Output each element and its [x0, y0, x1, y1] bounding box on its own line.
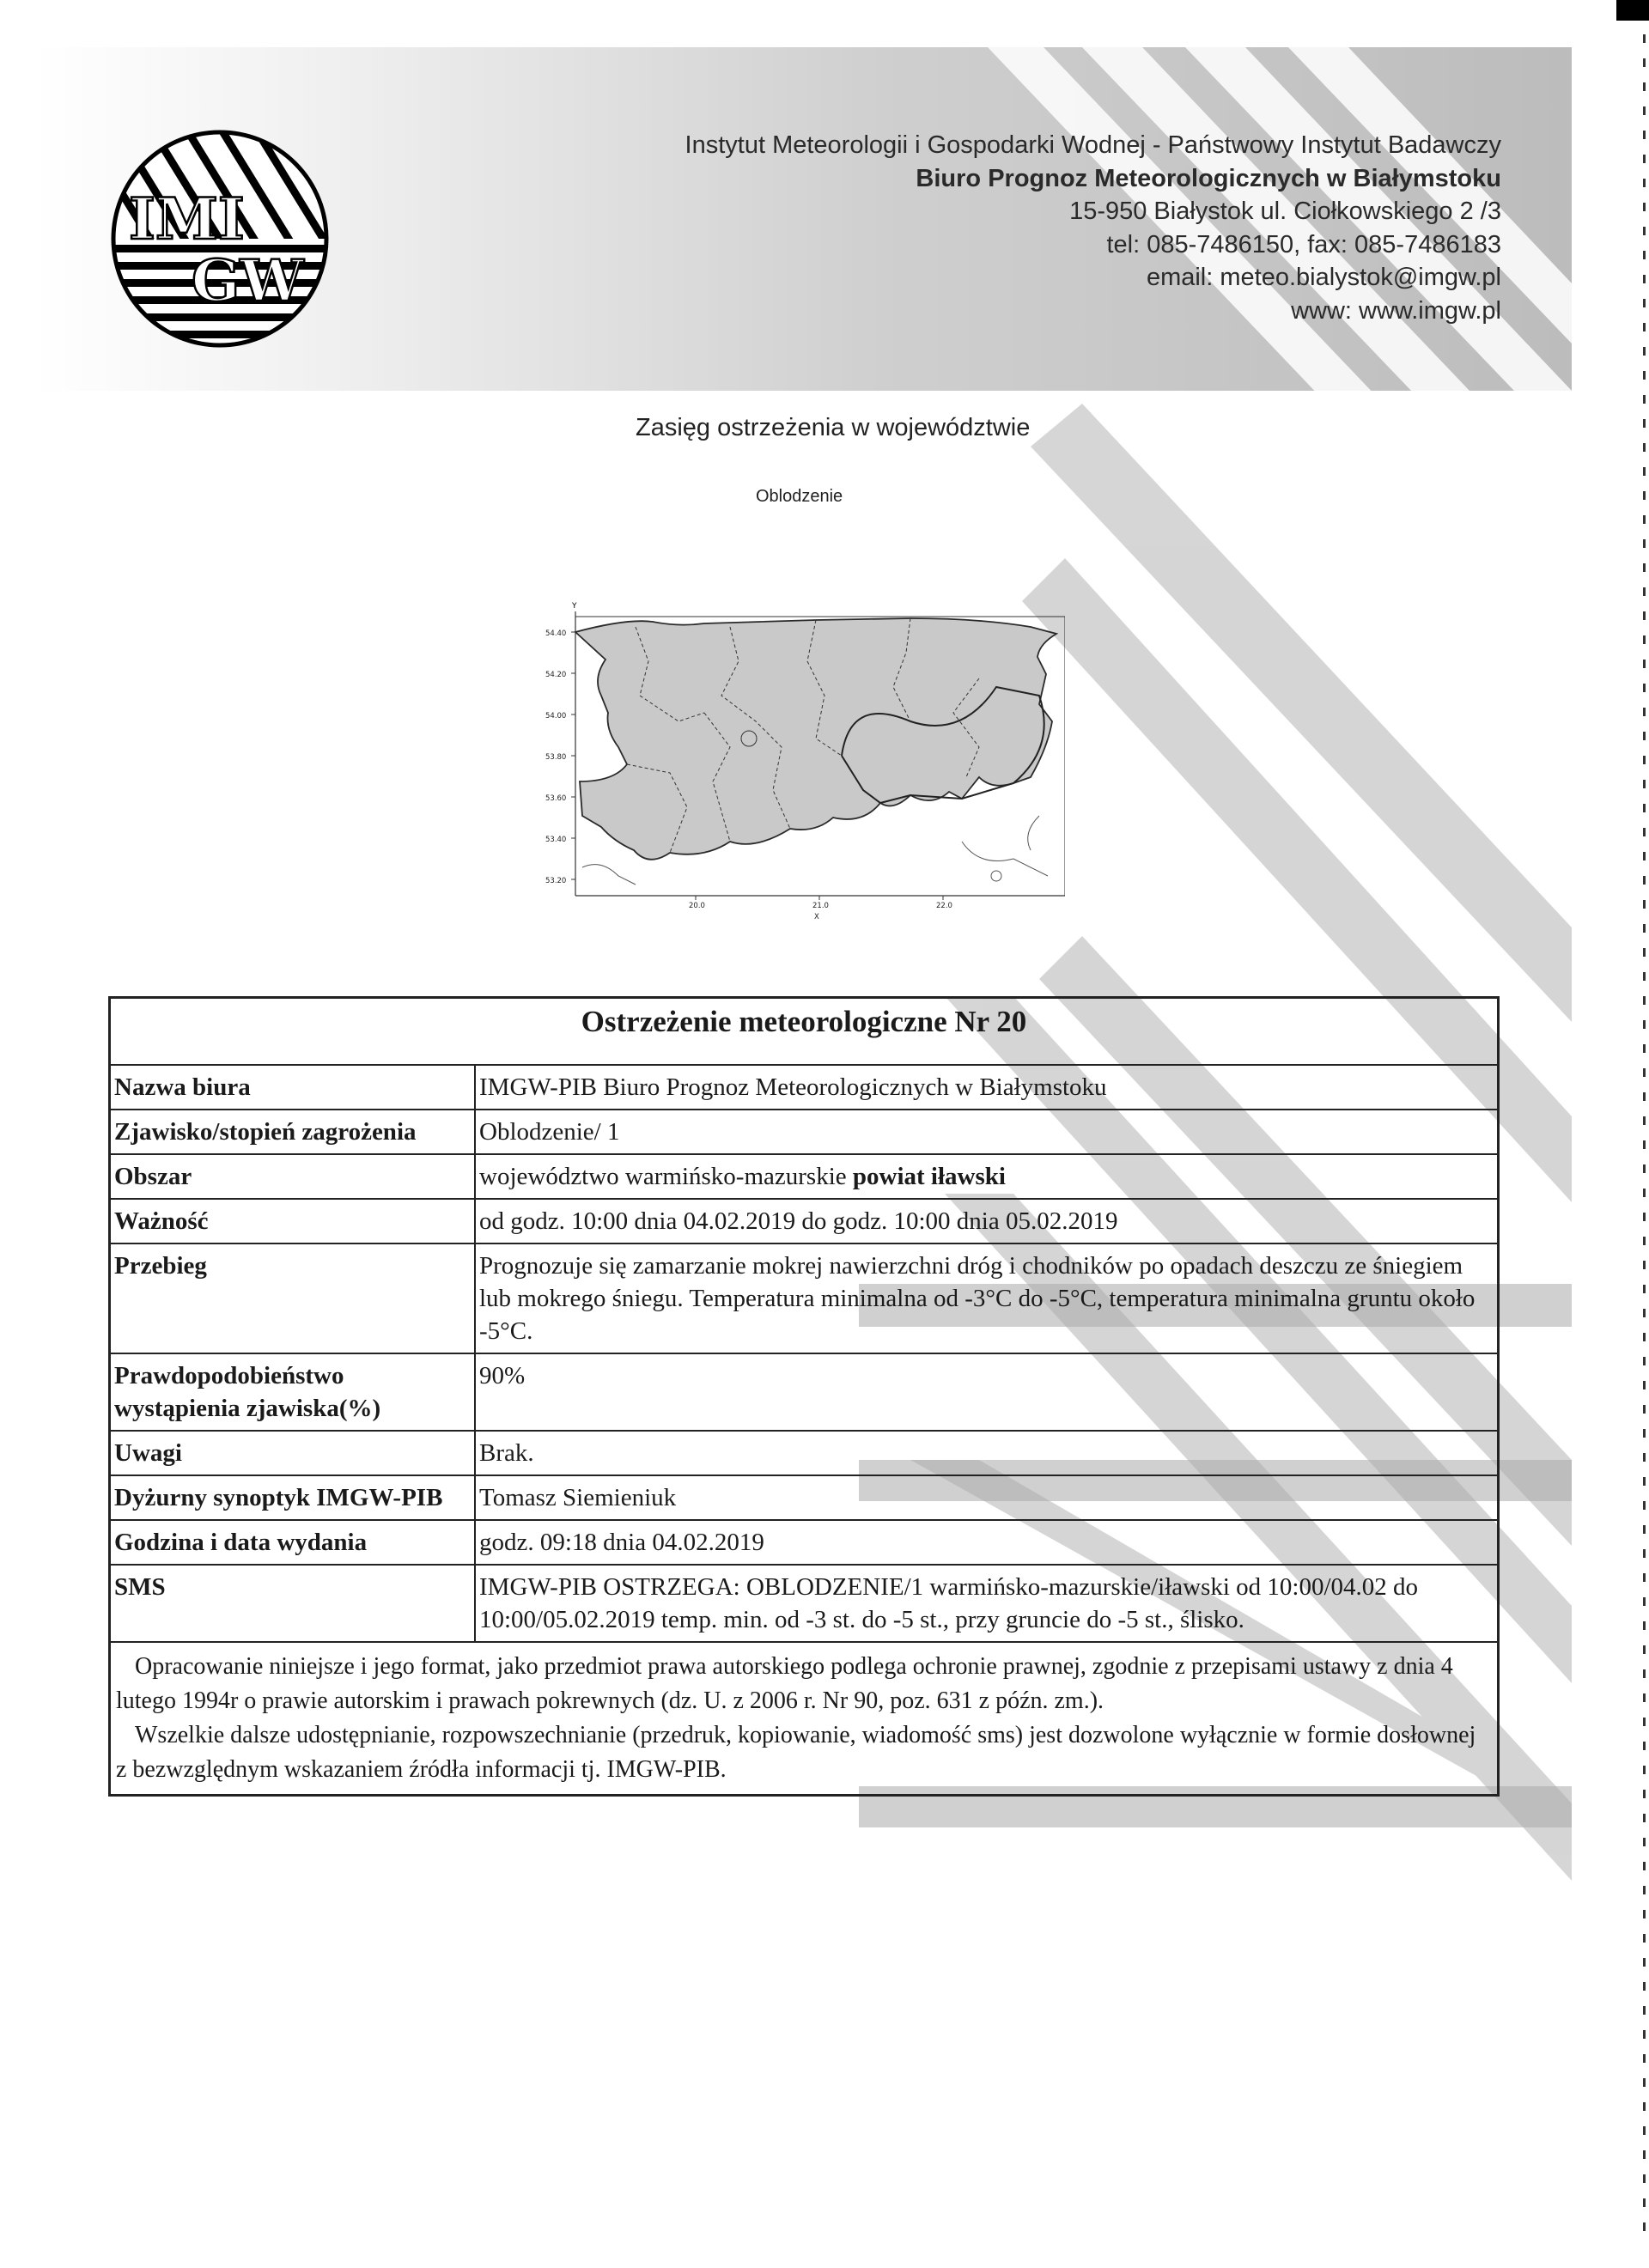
area-voivodeship: województwo warmińsko-mazurskie — [479, 1163, 847, 1190]
office-website: www: www.imgw.pl — [1291, 296, 1501, 325]
row-label-remarks: Uwagi — [110, 1431, 476, 1475]
table-row — [110, 1353, 1499, 1431]
table-row — [110, 1475, 1499, 1520]
table-row — [110, 1154, 1499, 1199]
row-value-sms: IMGW-PIB OSTRZEGA: OBLODZENIE/1 warmińsko-mazurskie/iławski od 10:00/04.02 do 10:00/05.02.2019 temp. min. od -3 st. do -5 st., przy gruncie do -5 st., ślisko. — [475, 1565, 1499, 1642]
copyright-notice — [110, 1642, 1499, 1796]
row-value-remarks: Brak. — [475, 1431, 1499, 1475]
redistribution-paragraph: Wszelkie dalsze udostępnianie, rozpowszechnianie (przedruk, kopiowanie, wiadomość sms) jest dozwolone wyłącznie w formie dosłownej z bezwzględnym wskazaniem źródła informacji tj. IMGW-PIB. — [116, 1722, 1476, 1783]
imgw-logo — [110, 129, 330, 349]
map-y-axis-label: Y — [572, 602, 577, 611]
office-address: 15-950 Białystok ul. Ciołkowskiego 2 /3 — [1069, 198, 1501, 225]
map-y-tick: 53.20 — [545, 877, 567, 885]
table-row — [110, 1565, 1499, 1642]
row-label-area: Obszar — [110, 1154, 476, 1199]
table-row — [110, 1243, 1499, 1353]
row-label-validity: Ważność — [110, 1199, 476, 1243]
row-label-issued: Godzina i data wydania — [110, 1520, 476, 1565]
row-label-sms: SMS — [110, 1565, 476, 1642]
row-label-course: Przebieg — [110, 1243, 476, 1353]
warning-table — [108, 996, 1500, 1797]
area-county: powiat iławski — [852, 1163, 1006, 1190]
row-value-probability: 90% — [475, 1353, 1499, 1431]
map-y-tick: 53.60 — [545, 794, 567, 803]
row-value-forecaster: Tomasz Siemieniuk — [475, 1475, 1499, 1520]
map-y-tick: 53.40 — [545, 836, 567, 844]
map-y-tick: 53.80 — [545, 753, 567, 762]
row-label-probability: Prawdopodobieństwo wystąpienia zjawiska(%) — [110, 1353, 476, 1431]
letterhead-contact-block — [685, 129, 1501, 327]
office-phone-fax: tel: 085-7486150, fax: 085-7486183 — [1106, 230, 1501, 258]
warning-area-map — [532, 593, 1065, 936]
table-row — [110, 1520, 1499, 1565]
logo-text-top: IMI — [129, 185, 245, 252]
row-value-office: IMGW-PIB Biuro Prognoz Meteorologicznych w Białymstoku — [475, 1065, 1499, 1110]
map-x-tick: 20.0 — [689, 902, 705, 910]
map-title: Zasięg ostrzeżenia w województwie — [636, 414, 1031, 441]
map-y-tick: 54.40 — [545, 629, 567, 638]
row-label-office: Nazwa biura — [110, 1065, 476, 1110]
map-y-tick: 54.20 — [545, 671, 567, 679]
map-x-tick: 21.0 — [812, 902, 829, 910]
copyright-paragraph: Opracowanie niniejsze i jego format, jako przedmiot prawa autorskiego podlega ochronie prawnej, zgodnie z przepisami ustawy z dnia 4 lutego 1994r o prawie autorskim i prawach pokrewnych (dz. U. z 2006 r. Nr 90, poz. 631 z późn. zm.). — [116, 1653, 1453, 1714]
row-value-phenomenon: Oblodzenie/ 1 — [475, 1110, 1499, 1154]
table-row — [110, 1431, 1499, 1475]
row-value-validity: od godz. 10:00 dnia 04.02.2019 do godz. 10:00 dnia 05.02.2019 — [475, 1199, 1499, 1243]
office-name: Biuro Prognoz Meteorologicznych w Białymstoku — [916, 164, 1501, 192]
institute-name: Instytut Meteorologii i Gospodarki Wodnej - Państwowy Instytut Badawczy — [685, 131, 1501, 159]
map-x-tick: 22.0 — [936, 902, 952, 910]
map-subtitle: Oblodzenie — [756, 487, 843, 506]
row-value-course: Prognozuje się zamarzanie mokrej nawierzchni dróg i chodników po opadach deszczu ze śniegiem lub mokrego śniegu. Temperatura minimalna od -3°C do -5°C, temperatura minimalna gruntu około -5°C. — [475, 1243, 1499, 1353]
row-value-issued: godz. 09:18 dnia 04.02.2019 — [475, 1520, 1499, 1565]
row-label-phenomenon: Zjawisko/stopień zagrożenia — [110, 1110, 476, 1154]
table-row — [110, 1199, 1499, 1243]
row-value-area — [475, 1154, 1499, 1199]
warning-title: Ostrzeżenie meteorologiczne Nr 20 — [110, 998, 1499, 1066]
row-label-forecaster: Dyżurny synoptyk IMGW-PIB — [110, 1475, 476, 1520]
office-email: email: meteo.bialystok@imgw.pl — [1146, 264, 1501, 291]
logo-text-bottom: GW — [192, 247, 304, 314]
table-row — [110, 1110, 1499, 1154]
map-y-tick: 54.00 — [545, 712, 567, 721]
map-x-axis-label: X — [814, 913, 819, 921]
voivodeship-shape — [575, 618, 1056, 860]
table-row — [110, 1065, 1499, 1110]
